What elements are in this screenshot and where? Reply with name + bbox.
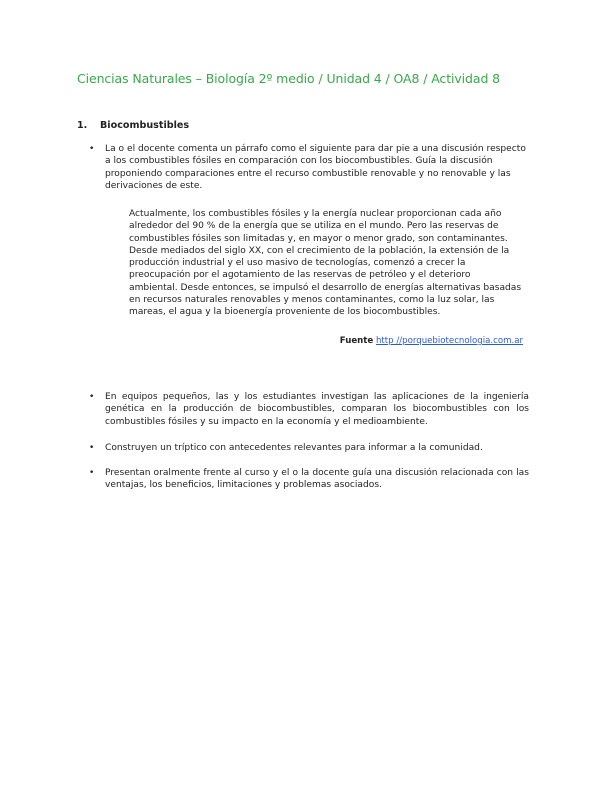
source-link[interactable]: http //porquebiotecnologia.com.ar: [375, 336, 523, 346]
source-label: Fuente: [339, 336, 374, 346]
list-item: [89, 467, 529, 492]
bullet-text: Construyen un tríptico con antecedentes relevantes para informar a la comunidad.: [105, 443, 483, 453]
page-title: Ciencias Naturales – Biología 2º medio / Unidad 4 / OA8 / Actividad 8: [77, 71, 501, 86]
list-item: [89, 442, 529, 454]
bullet-dot-icon: •: [89, 144, 95, 154]
source-citation: [300, 336, 523, 346]
quote-paragraph: Actualmente, los combustibles fósiles y la energía nuclear proporcionan cada año alrededor del 90 % de la energía que se utiliza en el mundo. Pero las reservas de combustibles fósiles son limitadas y, en mayor o menor grado, son contaminantes. Desde mediados del siglo XX, con el crecimiento de la población, la extensión de la producción industrial y el uso masivo de tecnologías, comenzó a crecer la preocupación por el agotamiento de las reservas de petróleo y el deterioro ambiental. Desde entonces, se impulsó el desarrollo de energías alternativas basadas en recursos naturales renovables y menos contaminantes, como la luz solar, las mareas, el agua y la bioenergía proveniente de los biocombustibles.: [129, 209, 522, 318]
bullet-text: Presentan oralmente frente al curso y el o la docente guía una discusión relacionada con las ventajas, los beneficios, limitaciones y problemas asociados.: [105, 468, 529, 491]
bullet-text: En equipos pequeños, las y los estudiantes investigan las aplicaciones de la ingeniería genética en la producción de biocombustibles, comparan los biocombustibles con los combustibles fósiles y su impacto en la economía y el medioambiente.: [105, 392, 529, 427]
list-item: [89, 143, 529, 192]
bullet-dot-icon: •: [89, 443, 95, 453]
section-heading: [77, 120, 189, 131]
section-title: Biocombustibles: [100, 120, 190, 131]
section-number: 1.: [77, 120, 88, 131]
list-item: [89, 391, 529, 428]
bullet-text: La o el docente comenta un párrafo como el siguiente para dar pie a una discusión respecto a los combustibles fósiles en comparación con los biocombustibles. Guía la discusión proponiendo comparaciones entre el recurso combustible renovable y no renovable y las derivaciones de este.: [105, 144, 526, 191]
bullet-dot-icon: •: [89, 392, 95, 402]
bullet-dot-icon: •: [89, 468, 95, 478]
